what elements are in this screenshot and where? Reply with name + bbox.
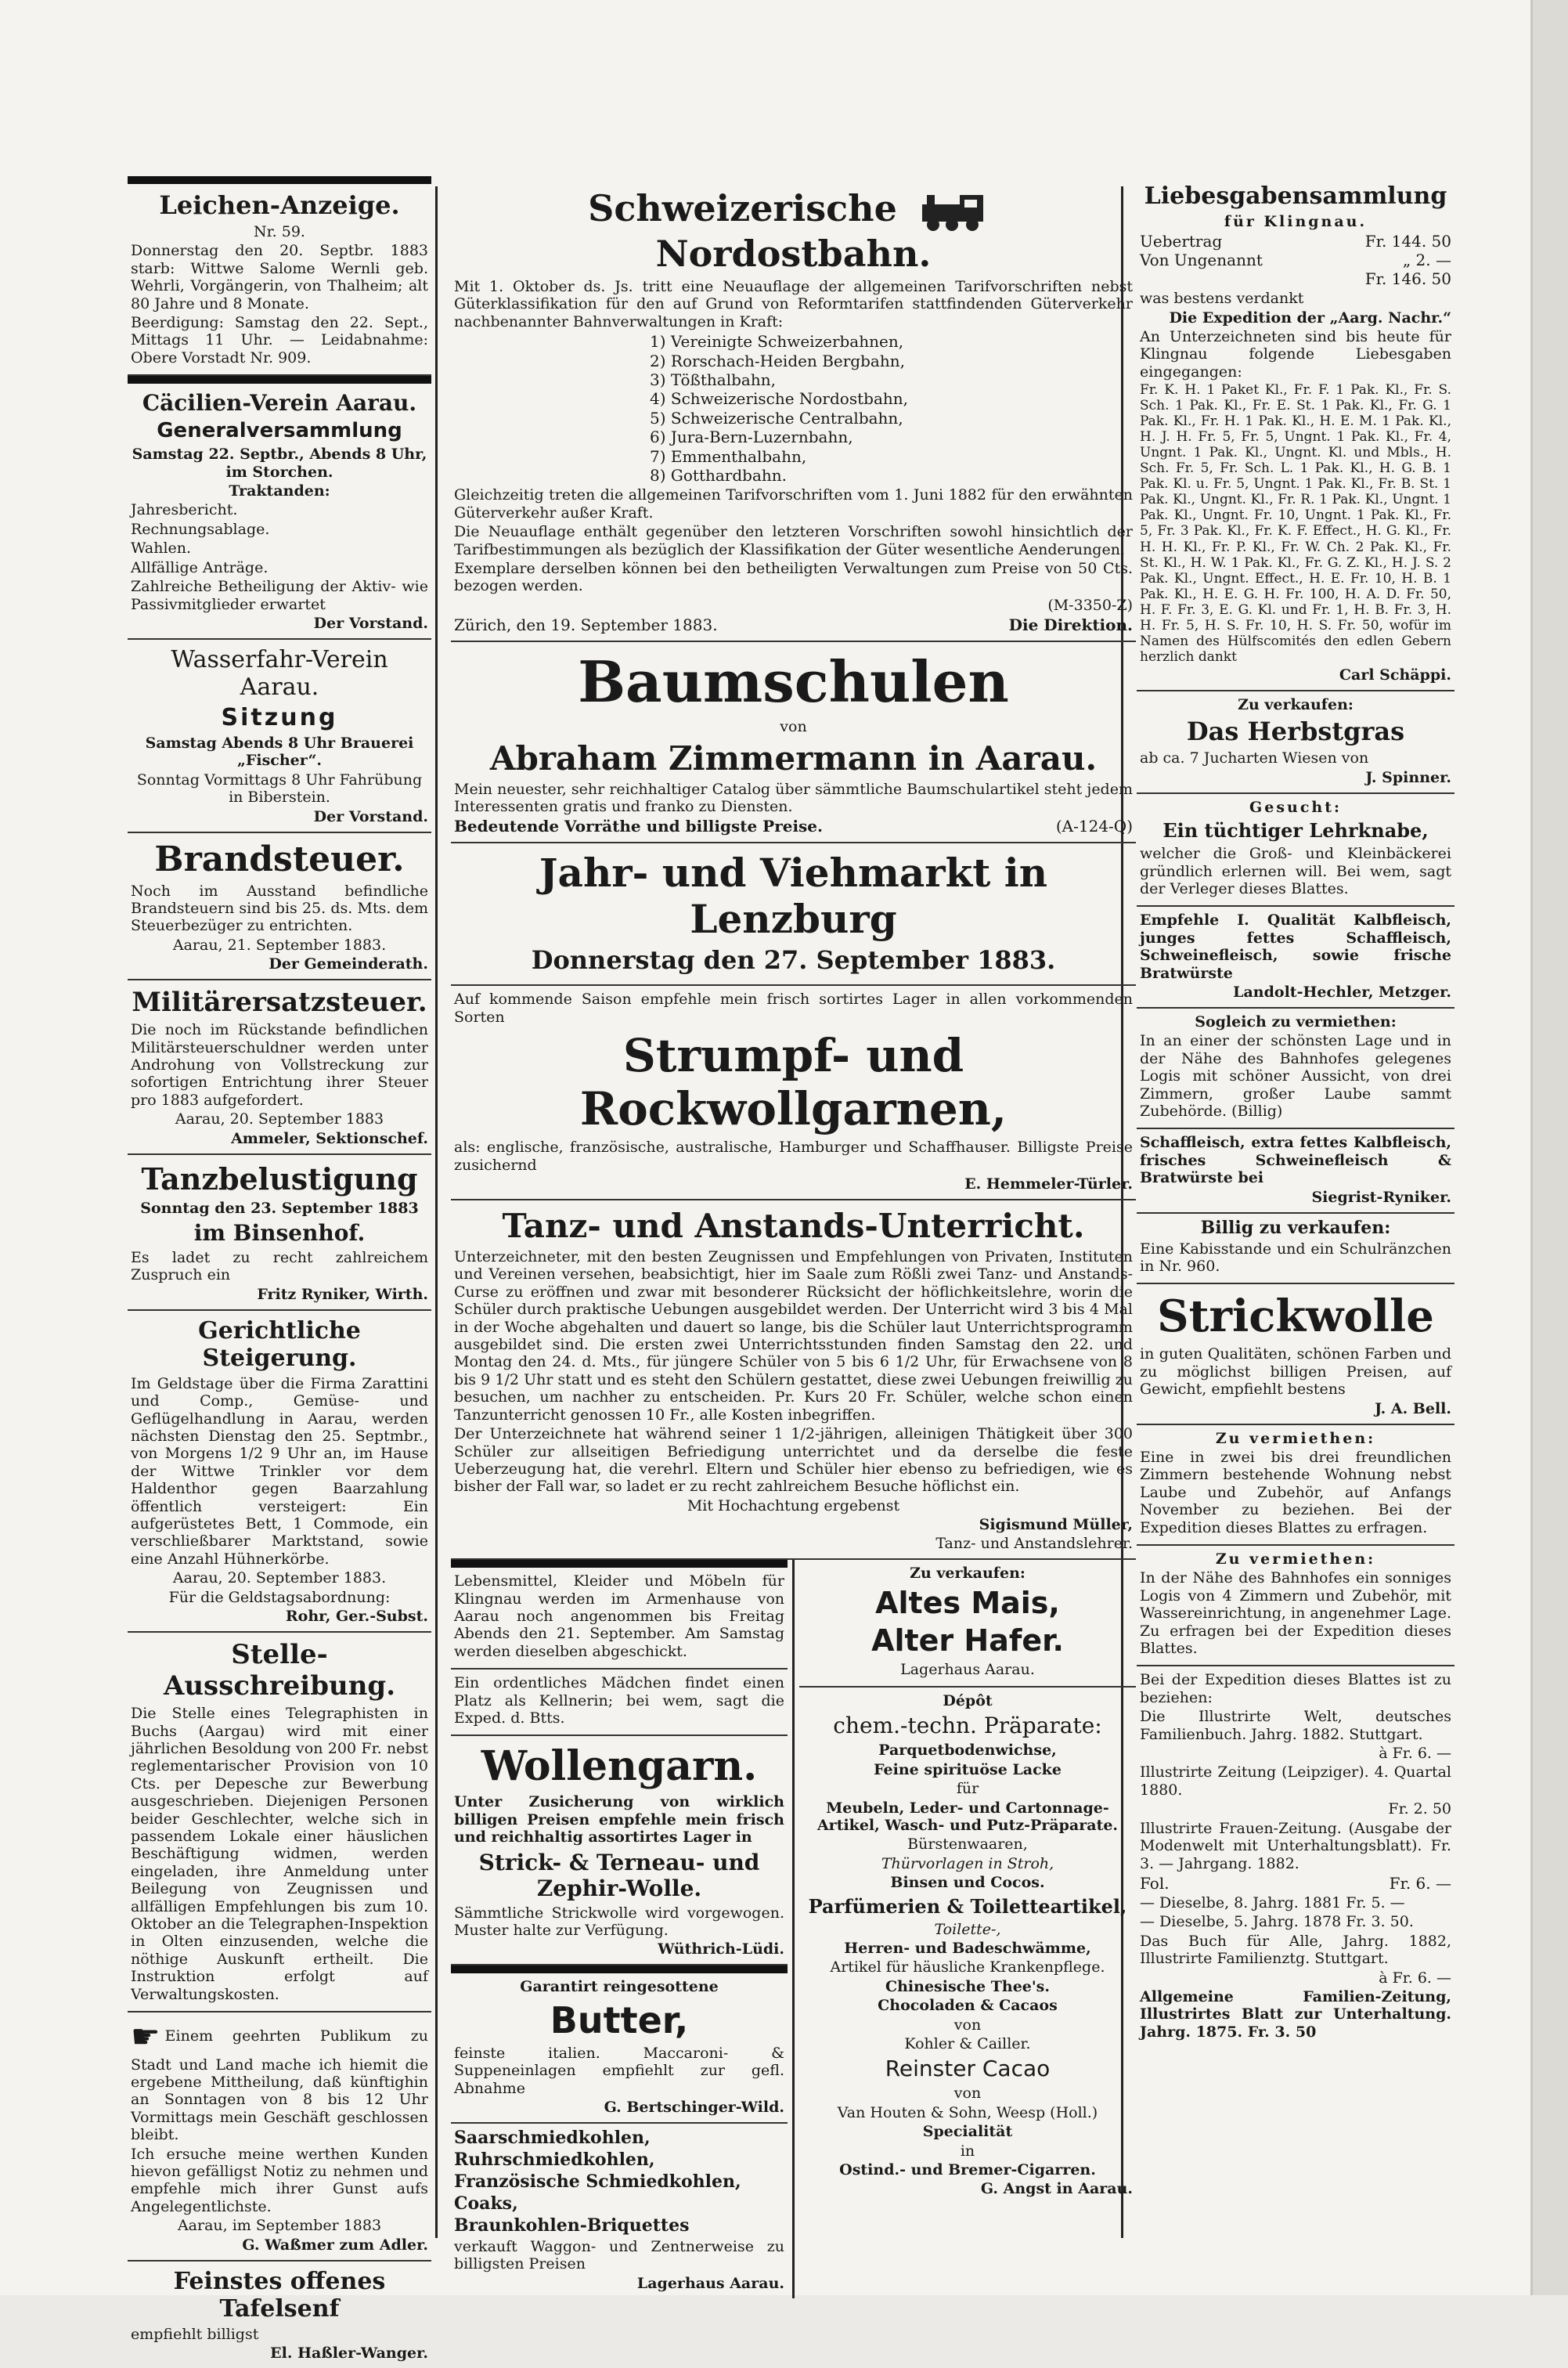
depot-praeparate: [799, 1688, 1136, 2204]
ad-title: Nordostbahn.: [655, 233, 932, 275]
ad-text: Sogleich zu vermiethen:: [1195, 1013, 1397, 1031]
middle-subcolumn-right: [795, 1560, 1136, 2298]
list-item: Ruhrschmiedkohlen,: [454, 2149, 655, 2170]
middle-column: [451, 176, 1136, 2292]
kellnerin-gesucht: [451, 1670, 788, 1736]
ledger-label: Von Ungenannt: [1140, 251, 1263, 270]
ad-text: Zu vermiethen:: [1215, 1429, 1376, 1447]
ad-title: Strumpf- und Rockwollgarnen,: [579, 1029, 1007, 1136]
herbstgras: [1137, 691, 1454, 794]
ad-price: à Fr. 6. —: [1379, 1745, 1451, 1763]
ad-text: In an einer der schönsten Lage und in der Nähe des Bahnhofes gelegenes Logis mit schöner Aussicht, von drei Zimmern, großer Laube sammt Zubehörde. (Billig): [1140, 1032, 1451, 1120]
strumpfgarne: [451, 986, 1136, 1200]
ad-title: Liebesgabensammlung: [1144, 182, 1447, 210]
ad-text: was bestens verdankt: [1140, 290, 1304, 308]
ad-title: Dépôt: [943, 1691, 993, 1709]
ad-text: welcher die Groß- und Kleinbäckerei gründlich erlernen will. Bei wem, sagt der Verleger dieses Blattes.: [1140, 845, 1451, 897]
militaersteuer: [128, 980, 431, 1154]
ad-price: à Fr. 6. —: [1379, 1969, 1451, 1987]
scan-edge: [1530, 0, 1568, 2295]
ad-text: Samstag 22. Septbr., Abends 8 Uhr, im Storchen.: [132, 446, 427, 481]
ad-text: Mit 1. Oktober ds. Js. tritt eine Neuauflage der allgemeinen Tarifvorschriften nebst Güterklassifikation für den auf Grund von Reformtarifen stattfindenden Güterverkehr nachbenannter Bahnverwaltungen in Kraft:: [454, 278, 1133, 330]
ad-text: Thürvorlagen in Stroh,: [881, 1854, 1054, 1872]
ad-title: Tanz- und Anstands-Unterricht.: [502, 1207, 1085, 1246]
list-item: Braunkohlen-Briquettes: [454, 2215, 690, 2236]
list-item: Coaks,: [454, 2193, 518, 2214]
ad-text: Gleichzeitig treten die allgemeinen Tarifvorschriften vom 1. Juni 1882 für den erwähnten Güterverkehr außer Kraft.: [454, 486, 1133, 522]
middle-subcolumn-left: [451, 1560, 795, 2298]
kohlen: [451, 2124, 788, 2298]
ad-text: Zahlreiche Betheiligung der Aktiv- wie Passivmitglieder erwartet: [131, 578, 428, 613]
right-column: [1119, 176, 1454, 2243]
mais-hafer: [799, 1560, 1136, 1688]
ad-text: als: englische, französische, australische, Hamburger und Schaffhauser. Billigste Preise zusichernd: [454, 1139, 1133, 1174]
ad-text: Sonntag den 23. September 1883: [140, 1199, 419, 1217]
schaffleisch: [1137, 1129, 1454, 1213]
brandsteuer: [128, 833, 431, 981]
ad-signature: Die Expedition der „Aarg. Nachr.“: [1169, 309, 1451, 327]
ad-text: Exemplare derselben können bei den betheiligten Verwaltungen zum Preise von 50 Cts. bezogen werden.: [454, 559, 1133, 595]
ad-signature: Der Vorstand.: [313, 614, 428, 632]
list-item: 7) Emmenthalbahn,: [650, 446, 807, 466]
logis-sogleich: [1137, 1009, 1454, 1129]
ad-title: Ein tüchtiger Lehrknabe,: [1162, 819, 1429, 843]
ad-text: Mein neuester, sehr reichhaltiger Catalog über sämmtliche Baumschulartikel steht jedem Interessenten gratis und franko zu Diensten.: [454, 780, 1133, 815]
ad-text: Auf kommende Saison empfehle mein frisch sortirtes Lager in allen vorkommenden Sorten: [454, 991, 1133, 1026]
ledger-value: Fr. 144. 50: [1364, 232, 1451, 251]
ad-text: Sämmtliche Strickwolle wird vorgewogen. Muster halte zur Verfügung.: [454, 1904, 784, 1939]
list-item: Allfällige Anträge.: [131, 558, 269, 576]
ad-subtitle: Sitzung: [221, 703, 338, 731]
butter: [451, 1966, 788, 2124]
tafelsenf: [128, 2262, 431, 2368]
ad-date: Aarau, im September 1883: [177, 2217, 382, 2235]
ad-signature: Tanz- und Anstandslehrer.: [935, 1535, 1133, 1553]
ad-signature: Die Direktion.: [1008, 615, 1133, 635]
logis-vermiethen: [1137, 1546, 1454, 1666]
ad-text: Im Geldstage über die Firma Zarattini und Comp., Gemüse- und Geflügelhandlung in Aarau, werden nächsten Dienstag den 25. Septmbr., von Morgens 1/2 9 Uhr an, im Hause der Wittwe Trinkler vor dem Haldenthor gegen Baarzahlung öffentlich versteigert: Ein aufgerüstetes Bett, 1 Commode, ein verschließbarer Marktstand, sowie eine Anzahl Hühnerkörbe.: [131, 1374, 428, 1568]
ad-title: Tanzbelustigung: [141, 1161, 418, 1197]
ad-signature: G. Bertschinger-Wild.: [604, 2099, 784, 2117]
ad-text: Chocoladen & Cacaos: [878, 1997, 1058, 2015]
list-item: 4) Schweizerische Nordostbahn,: [650, 389, 908, 409]
ad-text: Herren- und Badeschwämme,: [844, 1940, 1091, 1957]
ad-signature: G. Angst in Aarau.: [980, 2180, 1133, 2198]
ad-text: Lebensmittel, Kleider und Möbeln für Klingnau werden im Armenhause von Aarau noch angenommen bis Freitag Abends den 21. September. Am Samstag werden dieselben abgeschickt.: [454, 1572, 784, 1660]
ad-text: Garantirt reingesottene: [520, 1978, 719, 1996]
lehrknabe: [1137, 794, 1454, 908]
ad-text: Zu vermiethen:: [1215, 1550, 1376, 1568]
ad-text: Eine Kabisstande und ein Schulränzchen in Nr. 960.: [1140, 1240, 1451, 1275]
middle-subcolumns: [451, 1560, 1136, 2298]
stelle-ausschreibung: [128, 1633, 431, 2012]
ad-date: Zürich, den 19. September 1883.: [454, 615, 718, 635]
ad-text: Zu verkaufen:: [910, 1565, 1026, 1583]
ad-code: (A-124-Q): [1055, 817, 1133, 836]
list-item: 5) Schweizerische Centralbahn,: [650, 408, 903, 428]
ad-text: — Dieselbe, 8. Jahrg. 1881 Fr. 5. —: [1140, 1893, 1405, 1911]
ad-text: Binsen und Cocos.: [890, 1874, 1045, 1892]
list-item: Saarschmiedkohlen,: [454, 2128, 651, 2149]
ad-title: Das Herbstgras: [1186, 717, 1405, 747]
metzger: [1137, 907, 1454, 1009]
ad-text: von: [953, 2016, 982, 2034]
ad-text: Bedeutende Vorräthe und billigste Preise.: [454, 817, 823, 836]
ad-subtitle: Donnerstag den 27. September 1883.: [531, 945, 1056, 976]
railway-list: [454, 332, 1133, 485]
ad-subtitle: Parfümerien & Toiletteartikel,: [808, 1894, 1127, 1918]
ad-text: An Unterzeichneten sind bis heute für Klingnau folgende Liebesgaben eingegangen:: [1140, 327, 1451, 381]
ad-text: Bürstenwaaren,: [907, 1836, 1028, 1854]
wollengarn: [451, 1736, 788, 1966]
ad-title: Wasserfahr-Verein Aarau.: [171, 645, 388, 701]
ad-text: Es ladet zu recht zahlreichem Zuspruch ein: [131, 1249, 428, 1284]
sonntag-notice: [128, 2012, 431, 2262]
column-rule-left: [435, 186, 438, 2238]
buecher-angebot: [1137, 1666, 1454, 2049]
ad-text: Meubeln, Leder- und Cartonnage-Artikel, Wasch- und Putz-Präparate.: [816, 1799, 1119, 1834]
ad-text: Das Buch für Alle, Jahrg. 1882, Illustrirte Familienztg. Stuttgart.: [1140, 1932, 1451, 1968]
ad-text: Kohler & Cailler.: [904, 2035, 1031, 2053]
ad-text: Gesucht:: [1249, 798, 1342, 816]
ad-title: Cäcilien-Verein Aarau.: [142, 390, 417, 417]
ad-text: feinste italien. Maccaroni- & Suppeneinlagen empfiehlt zur gefl. Abnahme: [454, 2044, 784, 2097]
ad-text: in: [960, 2142, 975, 2160]
ad-text: Ein ordentliches Mädchen findet einen Platz als Kellnerin; bei wem, sagt die Exped. d. Btts.: [454, 1674, 784, 1727]
ad-text: für: [956, 1780, 979, 1798]
list-item: 2) Rorschach-Heiden Bergbahn,: [650, 351, 905, 370]
ad-text: Toilette-,: [934, 1920, 1001, 1938]
list-item: Rechnungsablage.: [131, 520, 270, 538]
ad-title: Stelle-Ausschreibung.: [163, 1639, 396, 1702]
ad-title: Jahr- und Viehmarkt in Lenzburg: [539, 850, 1048, 943]
ledger-value: Fr. 146. 50: [1364, 269, 1451, 289]
ad-text: In der Nähe des Bahnhofes ein sonniges Logis von 4 Zimmern und Zubehör, mit Wassereinrichtung, in angenehmer Lage. Zu erfragen bei der Expedition dieses Blattes.: [1140, 1569, 1451, 1658]
ad-text: Unter Zusicherung von wirklich billigen Preisen empfehle mein frisch und reichhaltig assortirtes Lager in: [454, 1793, 784, 1846]
ledger-row: [1140, 251, 1451, 269]
ad-signature: Lagerhaus Aarau.: [900, 1660, 1035, 1678]
ad-price: Fr. 2. 50: [1388, 1800, 1451, 1818]
ad-number: Nr. 59.: [254, 223, 305, 240]
ad-text: Unterzeichneter, mit den besten Zeugnissen und Empfehlungen von Privaten, Instituten und Vereinen versehen, beabsichtigt, hier im Saale zum Rößli zwei Tanz- und Anstands-Curse zu eröffnen und zwar mit besonderer Rücksicht der höflichkeitslehre, worin die Schüler durch praktische Uebungen ausgebildet werden. Der Unterricht wird 3 bis 4 Mal in der Woche abgehalten und dauert so lange, bis die Schüler laut Unterrichtsprogramm ausgebildet sind. Die ersten zwei Unterrichtsstunden finden Samstag den 22. und Montag den 24. d. Mts., für jüngere Schüler von 5 bis 6 1/2 Uhr, für Erwachsene von 8 bis 9 1/2 Uhr statt und es steht den Schülern gestattet, diese zwei Uebungen freiwillig zu besuchen, um nachher zu entscheiden. Pr. Kurs 20 Fr. Schüler, welche schon einen Tanzunterricht genossen 10 Fr., alle Kosten inbegriffen.: [454, 1248, 1133, 1424]
ledger-row: [1140, 232, 1451, 251]
ad-signature: Sigismund Müller,: [979, 1516, 1133, 1534]
ad-text: Mit Hochachtung ergebenst: [687, 1496, 900, 1514]
ad-subtitle: Strick- & Terneau- und Zephir-Wolle.: [478, 1849, 760, 1901]
ad-label: Traktanden:: [229, 482, 330, 500]
ad-text: Donnerstag den 20. Septbr. 1883 starb: Wittwe Salome Wernli geb. Wehrli, Vorgängerin, von Thalheim; alt 80 Jahre und 8 Monate.: [131, 242, 428, 312]
ad-text: Ich ersuche meine werthen Kunden hievon gefälligst Notiz zu nehmen und empfehle mich ihrer Gunst aufs Angelegentlichste.: [131, 2145, 428, 2215]
ad-subtitle: Abraham Zimmermann in Aarau.: [489, 738, 1098, 778]
ad-title: Alter Hafer.: [871, 1623, 1064, 1658]
ad-signature: Ammeler, Sektionschef.: [231, 1129, 428, 1147]
ad-text: von: [780, 718, 807, 736]
list-item: Französische Schmiedkohlen,: [454, 2171, 741, 2192]
pointing-hand-icon: ☛: [131, 2017, 160, 2056]
ad-title: Baumschulen: [578, 648, 1009, 716]
ad-subtitle: Reinster Cacao: [885, 2056, 1051, 2082]
ad-subtitle: Generalversammlung: [157, 419, 402, 443]
ad-signature: El. Haßler-Wanger.: [270, 2345, 428, 2363]
ad-text: in guten Qualitäten, schönen Farben und zu möglichst billigen Preisen, auf Gewicht, empfiehlt bestens: [1140, 1345, 1451, 1399]
ad-signature: Fritz Ryniker, Wirth.: [257, 1285, 428, 1303]
ad-text: Beerdigung: Samstag den 22. Sept., Mittags 11 Uhr. — Leidabnahme: Obere Vorstadt Nr. 909.: [131, 314, 428, 366]
ad-text: Fol.: [1140, 1873, 1170, 1893]
viehmarkt: [451, 843, 1136, 986]
ad-signature: Siegrist-Ryniker.: [1311, 1188, 1451, 1206]
leichen-anzeige: [128, 176, 431, 376]
ad-text: Die Illustrirte Welt, deutsches Familienbuch. Jahrg. 1882. Stuttgart.: [1140, 1708, 1451, 1743]
ad-price: Fr. 6. —: [1389, 1873, 1451, 1893]
strickwolle: [1137, 1284, 1454, 1424]
ad-date: Aarau, 21. September 1883.: [172, 936, 387, 954]
ad-signature: J. Spinner.: [1365, 768, 1451, 786]
ledger-value: „ 2. —: [1402, 251, 1451, 270]
ad-text: Parquetbodenwichse,: [878, 1742, 1057, 1760]
ad-title: Altes Mais,: [875, 1585, 1060, 1620]
nob-heading: [454, 187, 1133, 275]
ad-text: empfiehlt billigst: [131, 2325, 259, 2343]
ad-signature: Carl Schäppi.: [1339, 666, 1451, 684]
ad-text: Illustrirte Zeitung (Leipziger). 4. Quartal 1880.: [1140, 1763, 1451, 1799]
ad-subtitle: im Binsenhof.: [193, 1220, 366, 1246]
ad-text: Der Unterzeichnete hat während seiner 1 1/2-jährigen, alleinigen Thätigkeit über 300 Schüler zur allseitigen Befriedigung unterrichtet und da derselbe die feste Ueberzeugung hat, die verehrl. Eltern und Schüler hier ebenso zu befriedigen, wie es bisher der Fall war, so ladet er zu recht zahlreichem Besuche höflichst ein.: [454, 1425, 1133, 1496]
ad-text: Billig zu verkaufen:: [1200, 1217, 1391, 1238]
ad-text: Illustrirte Frauen-Zeitung. (Ausgabe der Modenwelt mit Unterhaltungsblatt). Fr. 3. — Jahrgang. 1882.: [1140, 1819, 1451, 1872]
ad-subtitle: für Klingnau.: [1224, 213, 1368, 230]
ad-title: Feinstes offenes Tafelsenf: [173, 2267, 386, 2323]
ad-date: Aarau, 20. September 1883.: [172, 1569, 387, 1587]
wohnung-vermiethen: [1137, 1425, 1454, 1546]
ad-text: Ostind.- und Bremer-Cigarren.: [839, 2161, 1096, 2179]
ad-title: Brandsteuer.: [154, 839, 405, 879]
liebesgabensammlung: [1137, 176, 1454, 691]
ad-title: Butter,: [550, 1998, 689, 2041]
ad-text: Empfehle I. Qualität Kalbfleisch, junges fettes Schaffleisch, Schweinefleisch, sowie frische Bratwürste: [1140, 911, 1451, 982]
left-column: [128, 176, 431, 2363]
lebensmittel-klingnau: [451, 1560, 788, 1670]
ad-text: ab ca. 7 Jucharten Wiesen von: [1140, 749, 1369, 767]
ad-signature: Lagerhaus Aarau.: [636, 2274, 784, 2292]
list-item: Wahlen.: [131, 540, 192, 558]
ad-text: Chinesische Thee's.: [885, 1977, 1050, 1995]
nordostbahn: [451, 176, 1136, 642]
ad-text: Feine spirituöse Lacke: [874, 1760, 1062, 1778]
ad-title: Leichen-Anzeige.: [159, 190, 400, 220]
list-item: 1) Vereinigte Schweizerbahnen,: [650, 332, 904, 352]
ad-text: Die noch im Rückstande befindlichen Militärsteuerschuldner werden unter Androhung von Vollstreckung zur sofortigen Entrichtung ihrer Steuer pro 1883 aufgefordert.: [131, 1021, 428, 1109]
ad-signature: Rohr, Ger.-Subst.: [285, 1608, 428, 1626]
ad-date: Aarau, 20. September 1883: [175, 1110, 384, 1128]
ad-text: Schaffleisch, extra fettes Kalbfleisch, frisches Schweinefleisch & Bratwürste bei: [1140, 1134, 1451, 1187]
ad-subtitle: chem.-techn. Präparate:: [833, 1713, 1102, 1739]
ledger-label: Uebertrag: [1140, 232, 1223, 251]
ad-signature: Der Gemeinderath.: [269, 955, 428, 973]
ad-title: Strickwolle: [1157, 1290, 1434, 1343]
list-item: Jahresbericht.: [131, 501, 238, 519]
ad-text: von: [953, 2085, 982, 2103]
ad-text: Sonntag Vormittags 8 Uhr Fahrübung in Biberstein.: [136, 771, 423, 807]
baumschulen: [451, 642, 1136, 843]
ledger-row: [1140, 269, 1451, 288]
ad-signature: G. Waßmer zum Adler.: [242, 2236, 428, 2254]
ad-signature: Landolt-Hechler, Metzger.: [1233, 983, 1451, 1001]
ad-code: (M-3350-Z): [1047, 596, 1133, 614]
tanzunterricht: [451, 1200, 1136, 1560]
ad-text: Artikel für häusliche Krankenpflege.: [830, 1958, 1105, 1976]
ad-text: verkauft Waggon- und Zentnerweise zu billigsten Preisen: [454, 2237, 784, 2273]
ad-signature: Wüthrich-Lüdi.: [658, 1940, 784, 1958]
ad-text: Für die Geldstagsabordnung:: [168, 1588, 391, 1606]
ad-text: Bei der Expedition dieses Blattes ist zu beziehen:: [1140, 1671, 1451, 1706]
ad-title: Gerichtliche Steigerung.: [198, 1316, 361, 1372]
ad-text: Noch im Ausstand befindliche Brandsteuern sind bis 25. ds. Mts. dem Steuerbezüger zu entrichten.: [131, 882, 428, 935]
tanzbelustigung: [128, 1155, 431, 1311]
ad-text: Fr. K. H. 1 Paket Kl., Fr. F. 1 Pak. Kl., Fr. S. Sch. 1 Pak. Kl., Fr. E. St. 1 Pak. Kl., Fr. G. 1 Pak. Kl., Fr. H. 1 Pak. Kl., H. E. M. 1 Pak. Kl., H. J. H. Fr. 5, Fr. 5, Ungnt. 1 Pak. Kl., Fr. 4, Ungnt. 1 Pak. Kl., Ungnt. Kl. und Mbls., H. Sch. Fr. 5, Fr. Sch. L. 1 Pak. Kl., H. G. B. 1 Pak. Kl. u. Fr. 5, Ungnt. 1 Pak. Kl., Fr. B. St. 1 Pak. Kl., Ungnt. Kl., Fr. R. 1 Pak. Kl., Ungnt. 1 Pak. Kl., Ungnt. Fr. 10, Ungnt. 1 Pak. Kl., Fr. 5, Fr. 3 Pak. Kl., Fr. K. F. Effect., H. G. Kl., Fr. H. H. Kl., Fr. P. Kl., Fr. W. Ch. 2 Pak. Kl., Fr. St. Kl., H. W. 1 Pak. Kl., Fr. G. Z. Kl., H. J. S. 2 Pak. Kl., Ungnt. Effect., H. E. Fr. 10, H. B. 1 Pak. Kl., H. E. G. H. Fr. 100, H. A. D. Fr. 50, H. F. Fr. 3, E. G. Kl. und Fr. 1, H. B. Fr. 3, H. H. Fr. 5, H. S. Fr. 10, H. S. Fr. 50, wofür im Namen des Hülfscomités den edlen Gebern herzlich dankt: [1140, 382, 1451, 665]
ad-text: Zu verkaufen:: [1238, 695, 1354, 713]
kabisstande: [1137, 1214, 1454, 1285]
ad-text: Einem geehrten Publikum zu Stadt und Land mache ich hiemit die ergebene Mittheilung, daß künftighin an Sonntagen von 8 bis 12 Uhr Vormittags mein Geschäft geschlossen bleibt.: [131, 2027, 428, 2144]
ad-text: Die Neuauflage enthält gegenüber den letzteren Vorschriften sowohl hinsichtlich der Tarifbestimmungen als bezüglich der Klassifikation der Güter wesentliche Aenderungen.: [454, 523, 1133, 558]
ad-title: Wollengarn.: [481, 1742, 758, 1791]
ad-title: Militärersatzsteuer.: [132, 987, 427, 1019]
list-item: 3) Tößthalbahn,: [650, 370, 776, 389]
gerichtliche-steigerung: [128, 1311, 431, 1633]
ad-text: — Dieselbe, 5. Jahrg. 1878 Fr. 3. 50.: [1140, 1913, 1414, 1931]
right-column-inner: [1119, 176, 1454, 2049]
ad-text: Die Stelle eines Telegraphisten in Buchs (Aargau) wird mit einer jährlichen Besoldung von 200 Fr. nebst reglementarischer Provision von 10 Cts. per Depesche zur Bewerbung ausgeschrieben. Diejenigen Personen beider Geschlechter, welche sich in passendem Lokale einer häuslichen Beschäftigung widmen, werden eingeladen, ihre Anmeldung unter Beilegung von Zeugnissen und allfälligen Empfehlungen bis zum 10. Oktober an die Telegraphen-Inspektion in Olten einzusenden, welche die nöthige Auskunft ertheilt. Die Instruktion erfolgt auf Verwaltungskosten.: [131, 1705, 428, 2003]
wasserfahr-verein: [128, 640, 431, 833]
ad-text: Eine in zwei bis drei freundlichen Zimmern bestehende Wohnung nebst Laube und Zubehör, auf Anfangs November zu beziehen. Bei der Expedition dieses Blattes zu erfragen.: [1140, 1448, 1451, 1536]
locomotive-icon: [919, 190, 989, 233]
list-item: 8) Gotthardbahn.: [650, 465, 787, 485]
ad-text: Specialität: [922, 2123, 1013, 2141]
ad-title: Schweizerische: [588, 187, 897, 229]
list-item: 6) Jura-Bern-Luzernbahn,: [650, 428, 853, 447]
caecilien-verein: [128, 376, 431, 640]
ad-signature: E. Hemmeler-Türler.: [964, 1175, 1133, 1193]
ad-text: Samstag Abends 8 Uhr Brauerei „Fischer“.: [145, 734, 414, 770]
ad-text: Allgemeine Familien-Zeitung, Illustrirtes Blatt zur Unterhaltung. Jahrg. 1875. Fr. 3. 50: [1140, 1987, 1451, 2041]
ad-signature: J. A. Bell.: [1375, 1399, 1451, 1417]
ad-text: Van Houten & Sohn, Weesp (Holl.): [837, 2103, 1098, 2121]
ad-signature: Der Vorstand.: [313, 807, 428, 825]
